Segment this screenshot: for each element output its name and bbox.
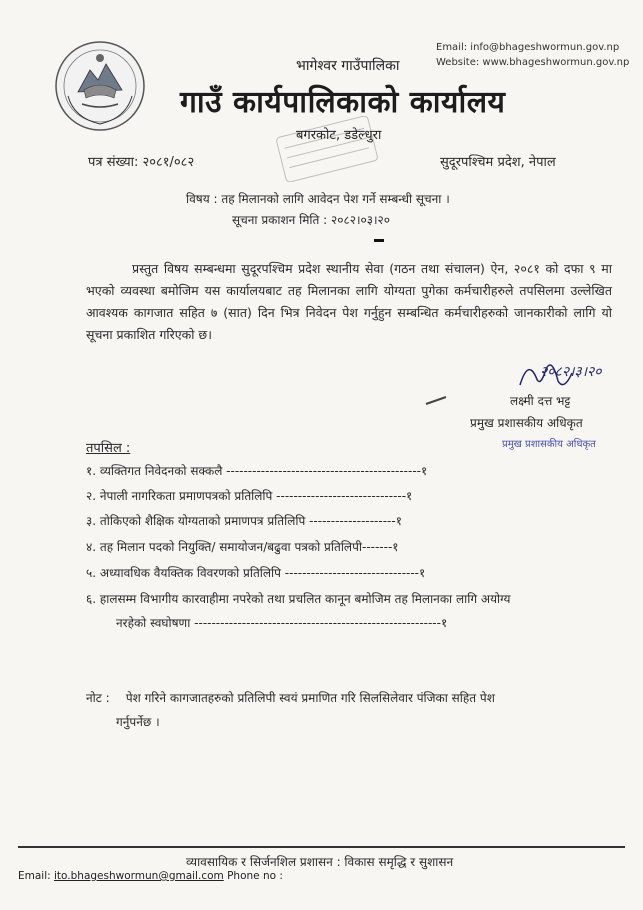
publish-date: सूचना प्रकाशन मिति : २०८२।०३।२० (232, 213, 391, 227)
handwritten-date: २०८२।३।२० (540, 364, 602, 380)
pen-stroke-mark (424, 394, 448, 406)
nepal-government-emblem (54, 40, 146, 132)
details-heading: तपसिल : (86, 441, 131, 456)
signer-designation-stamp: प्रमुख प्रशासकीय अधिकृत (502, 439, 596, 450)
footer-divider (18, 846, 625, 848)
header-email[interactable]: Email: info@bhageshwormun.gov.np (436, 42, 620, 53)
list-item: ४. तह मिलान पदको नियुक्ति/ समायोजन/बढुवा पत्रको प्रतिलिपी-------१ (86, 540, 399, 554)
note-label: नोट : (86, 691, 110, 705)
list-item: १. व्यक्तिगत निवेदनको सक्कलै ---------------------------------------------१ (86, 464, 428, 478)
footer-phone: Phone no : (227, 870, 283, 882)
separator-mark (374, 239, 384, 242)
note-block (86, 686, 586, 734)
notice-body: प्रस्तुत विषय सम्बन्धमा सुदूरपश्चिम प्रदेश स्थानीय सेवा (गठन तथा संचालन) ऐन, २०८१ को दफा ९ मा भएको व्यवस्था बमोजिम यस कार्यालयबाट तह मिलानका लागि योग्यता पुगेका कर्मचारीहरुले तपसिलमा उल्लेखित आवश्यक कागजात सहित ७ (सात) दिन भित्र निवेदन पेश गर्नुहुन सम्बन्धित कर्मचारीहरुको जानकारीको लागि यो सूचना प्रकाशित गरिएको छ। (86, 261, 612, 342)
footer-slogan: व्यावसायिक र सिर्जनशिल प्रशासन : विकास समृद्धि र सुशासन (186, 855, 454, 869)
signer-name: लक्ष्मी दत्त भट्ट (510, 394, 571, 408)
footer-email-link[interactable]: ito.bhageshwormun@gmail.com (54, 870, 224, 882)
note-line-1: पेश गरिने कागजातहरुको प्रतिलिपी स्वयं प्रमाणित गरि सिलसिलेवार पंजिका सहित पेश (125, 691, 495, 705)
office-address: बगरकोट, डडेल्धुरा (296, 128, 382, 143)
province-line: सुदूरपश्चिम प्रदेश, नेपाल (440, 155, 556, 170)
office-title: गाउँ कार्यपालिकाको कार्यालय (180, 85, 506, 120)
list-item: २. नेपाली नागरिकता प्रमाणपत्रको प्रतिलिपि ------------------------------१ (86, 489, 413, 503)
dispatch-stamp (272, 116, 382, 182)
footer-email-label: Email: (18, 870, 51, 882)
contact-block (436, 40, 629, 70)
notice-subject: विषय : तह मिलानको लागि आवेदन पेश गर्ने सम्बन्धी सूचना । (186, 192, 450, 206)
list-item: ६. हालसम्म विभागीय कारवाहीमा नपरेको तथा प्रचलित कानून बमोजिम तह मिलानका लागि अयोग्य (86, 592, 511, 606)
municipality-name: भागेश्वर गाउँपालिका (296, 58, 400, 74)
list-item-continuation: नरहेको स्वघोषणा ---------------------------------------------------------१ (116, 616, 448, 630)
list-item: ३. तोकिएको शैक्षिक योग्यताको प्रमाणपत्र प्रतिलिपि --------------------१ (86, 514, 402, 528)
header-website[interactable]: Website: www.bhageshwormun.gov.np (436, 57, 630, 68)
footer-contact (18, 870, 283, 882)
note-line-2: गर्नुपर्नेछ । (116, 715, 160, 729)
list-item: ५. अध्यावधिक वैयक्तिक विवरणको प्रतिलिपि -------------------------------१ (86, 566, 426, 580)
signer-title: प्रमुख प्रशासकीय अधिकृत (470, 416, 583, 430)
reference-number: पत्र संख्या: २०८१/०८२ (88, 155, 195, 170)
